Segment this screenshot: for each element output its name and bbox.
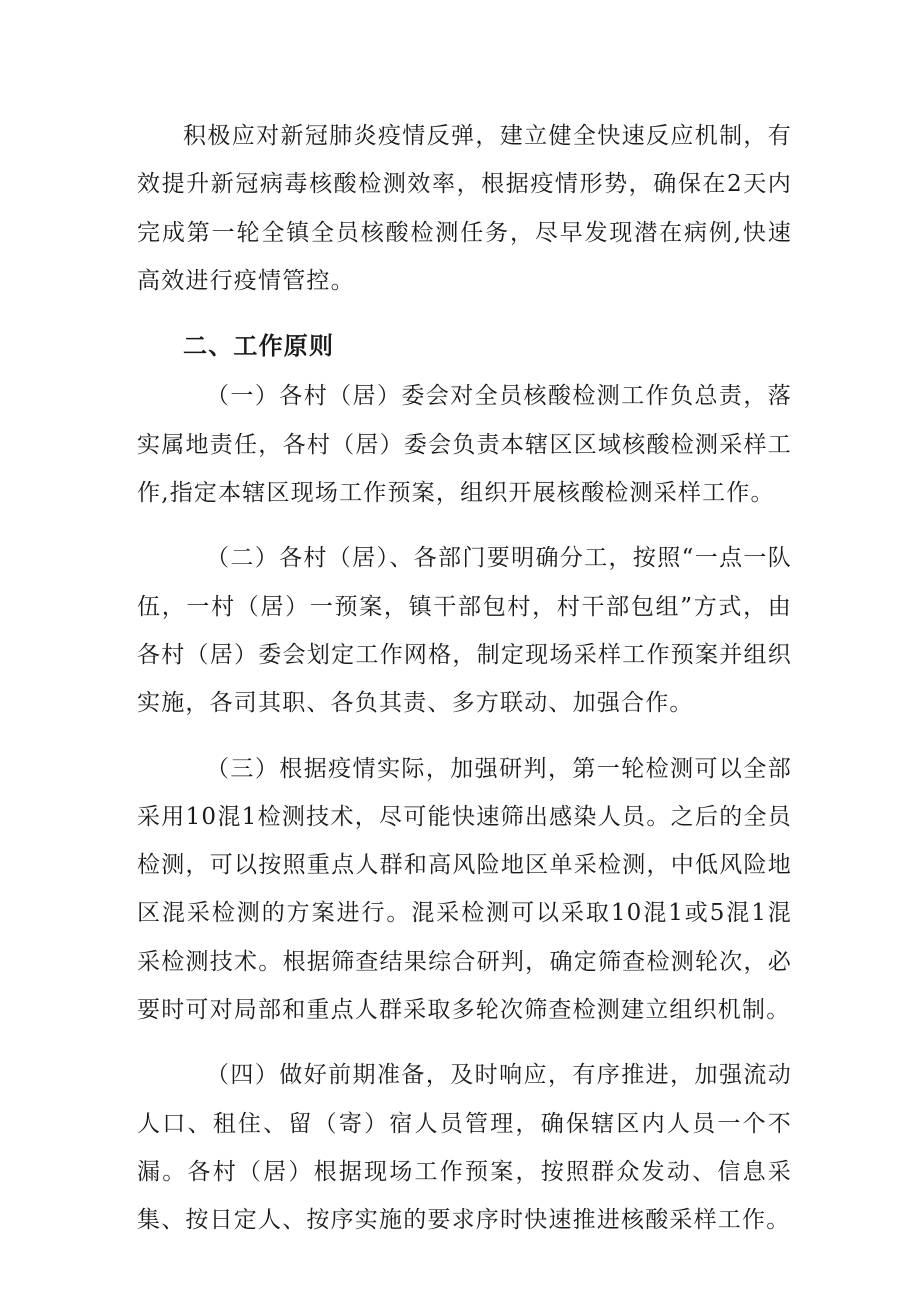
intro-paragraph: 积极应对新冠肺炎疫情反弹，建立健全快速反应机制，有效提升新冠病毒核酸检测效率，根据疫情形势，确保在2天内完成第一轮全镇全员核酸检测任务，尽早发现潜在病例,快速高效进行疫情管控。 (137, 123, 792, 294)
principle-3-paragraph: （三）根据疫情实际，加强研判，第一轮检测可以全部采用10混1检测技术，尽可能快速筛出感染人员。之后的全员检测，可以按照重点人群和高风险地区单采检测，中低风险地区混采检测的方案进行。混采检测可以采取10混1或5混1混采检测技术。根据筛查结果综合研判，确定筛查检测轮次，必要时可对局部和重点人群采取多轮次筛查检测建立组织机制。 (137, 755, 792, 1024)
principle-2-paragraph: （二）各村（居）、各部门要明确分工，按照“一点一队伍，一村（居）一预案，镇干部包村，村干部包组”方式，由各村（居）委会划定工作网格，制定现场采样工作预案并组织实施，各司其职、各负其责、多方联动、加强合作。 (137, 545, 792, 717)
section-heading: 二、工作原则 (183, 332, 335, 361)
principle-4-paragraph: （四）做好前期准备，及时响应，有序推进，加强流动人口、租住、留（寄）宿人员管理，确保辖区内人员一个不漏。各村（居）根据现场工作预案，按照群众发动、信息采集、按日定人、按序实施的要求序时快速推进核酸采样工作。 (137, 1062, 792, 1234)
principle-1-paragraph: （一）各村（居）委会对全员核酸检测工作负总责，落实属地责任，各村（居）委会负责本辖区区域核酸检测采样工作,指定本辖区现场工作预案，组织开展核酸检测采样工作。 (137, 383, 792, 507)
document-body (137, 112, 792, 1245)
